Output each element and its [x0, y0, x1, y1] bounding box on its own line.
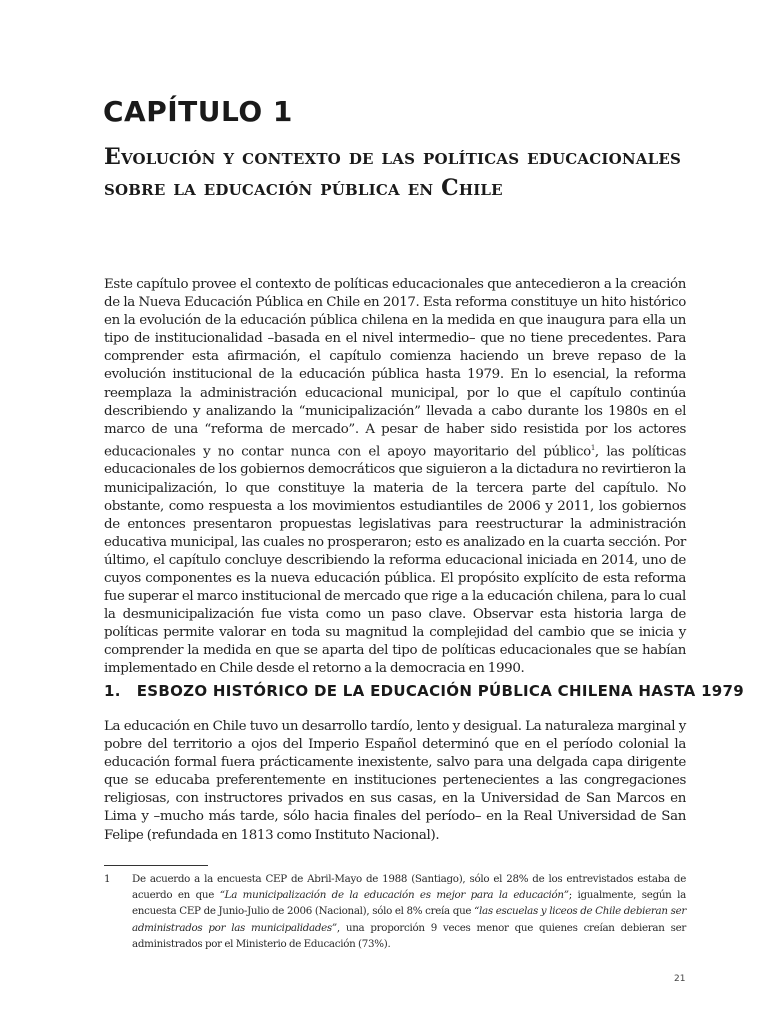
intro-text-part1: Este capítulo provee el contexto de políticas educacionales que antecedieron a la creación de la Nueva Educación Pública en Chile en 2017. Esta reforma constituye un hito histórico en la evolución de la educación pública chilena en la medida en que inaugura para ella un tipo de institucionalidad –basada en el nivel intermedio– que no tiene precedentes. Para comprender esta afirmación, el capítulo comienza haciendo un breve repaso de la evolución institucional de la educación pública hasta 1979. En lo esencial, la reforma reemplaza la administración educacional municipal, por lo que el capítulo continúa describiendo y analizando la “municipalización” llevada a cabo durante los 1980s en el marco de una “reforma de mercado”. A pesar de haber sido resistida por los actores educacionales y no contar nunca con el apoyo mayoritario del público: [104, 277, 686, 460]
page-number: 21: [674, 974, 686, 984]
footnote: [104, 871, 686, 952]
footnote-quote2: “las escuelas y liceos de Chile debieran ser administrados por las municipalidades”: [132, 905, 686, 934]
section-title: ESBOZO HISTÓRICO DE LA EDUCACIÓN PÚBLICA CHILENA HASTA 1979: [136, 682, 745, 700]
chapter-title: Evolución y contexto de las políticas educacionales sobre la educación pública en Chile: [104, 144, 682, 201]
footnote-reference[interactable]: 1: [590, 443, 595, 452]
chapter-label: CAPÍTULO 1: [103, 95, 293, 128]
section-number: 1.: [104, 682, 121, 700]
footnote-text-part1: De acuerdo a la encuesta CEP de Abril-Mayo de 1988 (Santiago), sólo el 28% de los entrevistados estaba de acuerdo en que: [132, 873, 686, 902]
intro-paragraph: [104, 276, 686, 679]
section-heading: [104, 682, 745, 700]
footnote-text-part3: , una proporción 9 veces menor que quienes creían debieran ser administrados por el Ministerio de Educación (73%).: [132, 921, 686, 950]
footnote-quote1: “La municipalización de la educación es mejor para la educación”: [219, 889, 569, 902]
footnote-text-part2: ; igualmente, según la encuesta CEP de Junio-Julio de 2006 (Nacional), sólo el 8% creía que: [132, 889, 686, 918]
footnote-number: 1: [104, 873, 111, 885]
footnote-divider: [104, 865, 208, 866]
section-paragraph: La educación en Chile tuvo un desarrollo tardío, lento y desigual. La naturaleza marginal y pobre del territorio a ojos del Imperio Español determinó que en el período colonial la educación formal fuera prácticamente inexistente, salvo para una delgada capa dirigente que se educaba preferentemente en instituciones pertenecientes a las congregaciones religiosas, con instructores privados en sus casas, en la Universidad de San Marcos en Lima y –mucho más tarde, sólo hacia finales del período– en la Real Universidad de San Felipe (refundada en 1813 como Instituto Nacional).: [104, 719, 686, 843]
intro-text-part2: , las políticas educacionales de los gobiernos democráticos que siguieron a la dictadura no revirtieron la municipalización, lo que constituye la materia de la tercera parte del capítulo. No obstante, como respuesta a los movimientos estudiantiles de 2006 y 2011, los gobiernos de entonces presentaron propuestas legislativas para reestructurar la administración educativa municipal, las cuales no prosperaron; esto es analizado en la cuarta sección. Por último, el capítulo concluye describiendo la reforma educacional iniciada en 2014, uno de cuyos componentes es la nueva educación pública. El propósito explícito de esta reforma fue superar el marco institucional de mercado que rige a la educación chilena, para lo cual la desmunicipalización fue vista como un paso clave. Observar esta historia larga de políticas permite valorar en toda su magnitud la complejidad del cambio que se inicia y comprender la medida en que se aparta del tipo de políticas educacionales que se habían implementado en Chile desde el retorno a la democracia en 1990.: [104, 444, 686, 677]
footnote-text: [132, 871, 686, 952]
